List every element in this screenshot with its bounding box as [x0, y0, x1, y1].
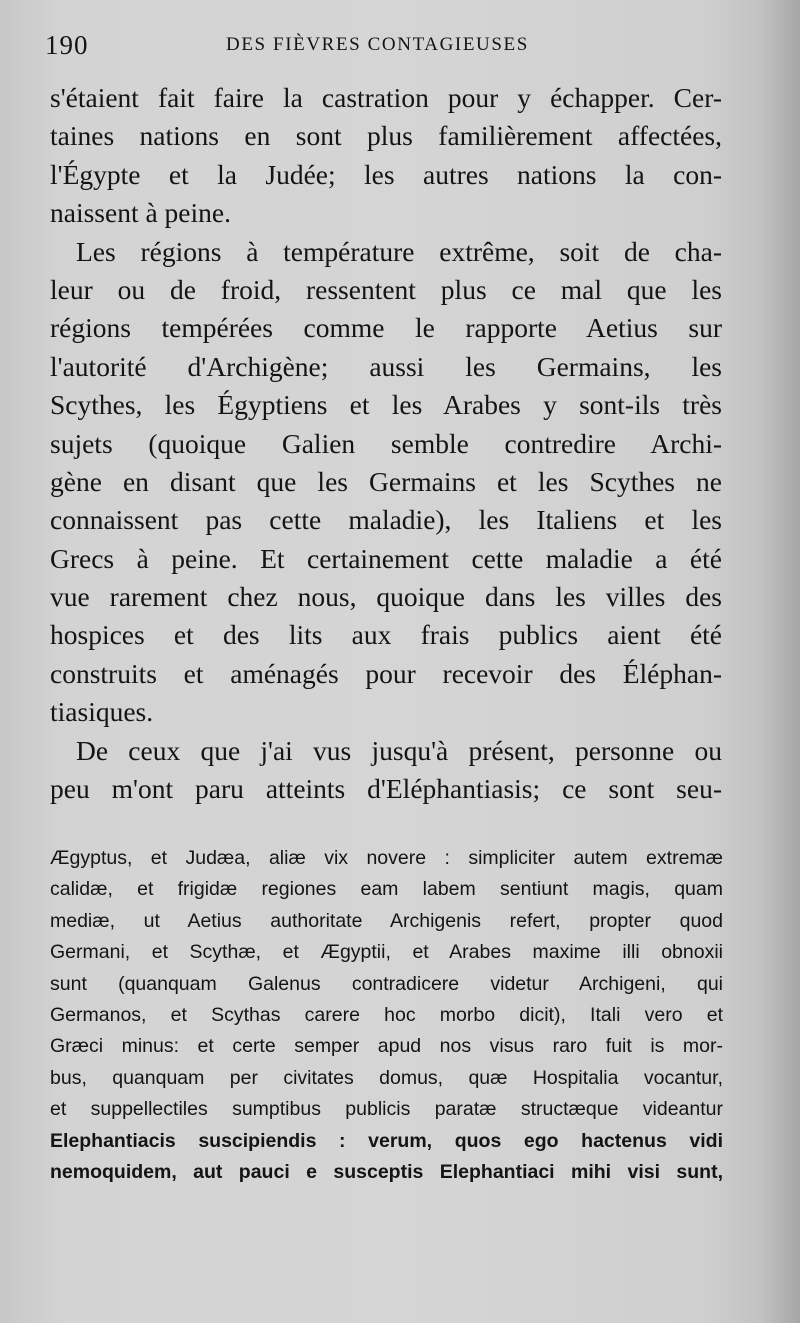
- page-number: 190: [45, 30, 89, 60]
- french-text-line: l'autorité d'Archigène; aussi les Germains, les: [50, 350, 722, 382]
- french-text-line: leur ou de froid, ressentent plus ce mal que les: [50, 273, 722, 305]
- french-text-line: tiasiques.: [50, 696, 154, 728]
- latin-text-line: Germani, et Scythæ, et Ægyptii, et Arabes maxime illi obnoxii: [50, 941, 723, 964]
- latin-text-line: Germanos, et Scythas carere hoc morbo dicit), Itali vero et: [50, 1003, 723, 1026]
- latin-text-line: mediæ, ut Aetius authoritate Archigenis refert, propter quod: [50, 909, 723, 932]
- latin-text-line: et suppellectiles sumptibus publicis paratæ structæque videantur: [50, 1098, 723, 1121]
- french-text-line: taines nations en sont plus familièrement affectées,: [50, 120, 722, 152]
- latin-footnote-block: [50, 843, 723, 1188]
- french-text-line: peu m'ont paru atteints d'Eléphantiasis; ce sont seu-: [50, 773, 722, 805]
- latin-text-line: Ægyptus, et Judæa, aliæ vix novere : simpliciter autem extremæ: [50, 847, 723, 869]
- french-text-line: hospices et des lits aux frais publics aient été: [50, 619, 722, 651]
- french-text-line: s'étaient fait faire la castration pour y échapper. Cer-: [50, 82, 722, 113]
- latin-text-line: nemoquidem, aut pauci e susceptis Elephantiaci mihi visi sunt,: [50, 1160, 723, 1183]
- french-text-line: De ceux que j'ai vus jusqu'à présent, personne ou: [76, 734, 722, 766]
- french-text-line: l'Égypte et la Judée; les autres nations la con-: [50, 158, 722, 190]
- french-text-line: gène en disant que les Germains et les Scythes ne: [50, 465, 722, 497]
- french-text-line: construits et aménagés pour recevoir des Éléphan-: [50, 657, 722, 689]
- latin-text-line: calidæ, et frigidæ regiones eam labem sentiunt magis, quam: [50, 878, 723, 901]
- french-text-line: sujets (quoique Galien semble contredire Archi-: [50, 427, 722, 459]
- french-text-line: connaissent pas cette maladie), les Italiens et les: [50, 504, 722, 536]
- french-text-line: régions tempérées comme le rapporte Aetius sur: [50, 312, 722, 344]
- french-text-block: [50, 79, 722, 808]
- latin-text-line: sunt (quanquam Galenus contradicere videtur Archigeni, qui: [50, 972, 723, 995]
- french-text-line: vue rarement chez nous, quoique dans les villes des: [50, 581, 722, 613]
- french-text-line: Grecs à peine. Et certainement cette maladie a été: [50, 542, 722, 574]
- running-head: DES FIÈVRES CONTAGIEUSES: [226, 34, 529, 55]
- page-edge-shadow: [760, 0, 800, 1323]
- latin-text-line: bus, quanquam per civitates domus, quæ Hospitalia vocantur,: [50, 1066, 723, 1089]
- french-text-line: naissent à peine.: [50, 197, 231, 229]
- latin-text-line: Elephantiacis suscipiendis : verum, quos ego hactenus vidi: [50, 1129, 723, 1152]
- french-text-line: Les régions à température extrême, soit de cha-: [76, 235, 722, 267]
- french-text-line: Scythes, les Égyptiens et les Arabes y sont-ils très: [50, 389, 722, 421]
- latin-text-line: Græci minus: et certe semper apud nos visus raro fuit is mor-: [50, 1035, 723, 1058]
